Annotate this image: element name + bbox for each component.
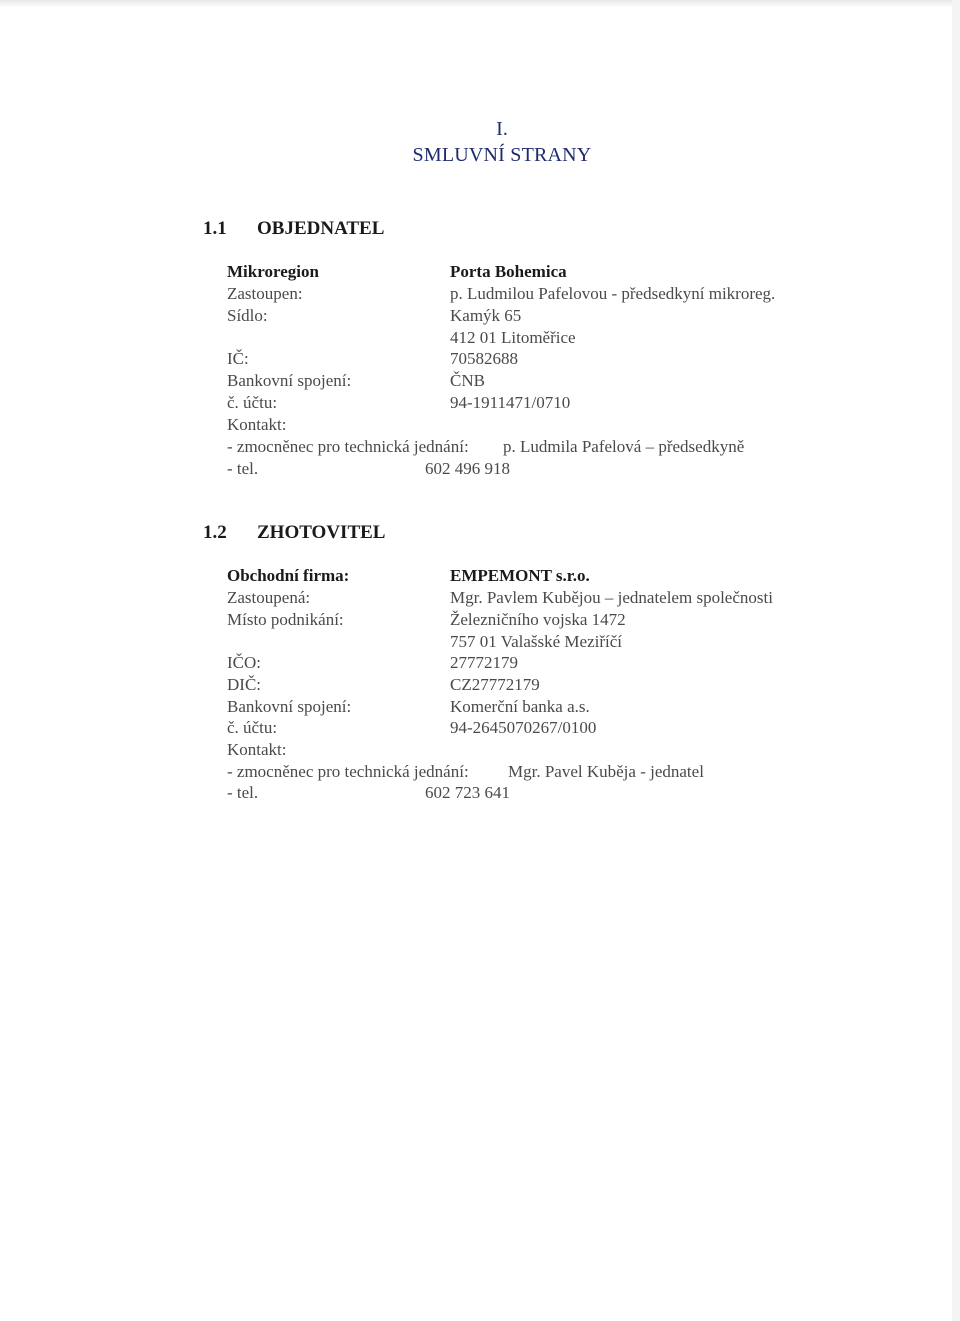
row-label: Sídlo: bbox=[227, 306, 268, 325]
row-value: p. Ludmila Pafelová – předsedkyně bbox=[503, 437, 745, 456]
chapter-number: I. bbox=[496, 118, 508, 140]
row-value: 602 723 641 bbox=[425, 783, 510, 802]
row-label: č. účtu: bbox=[227, 718, 278, 737]
row-label: č. účtu: bbox=[227, 393, 278, 412]
section-objednatel-heading bbox=[203, 218, 384, 240]
row-label: Kontakt: bbox=[227, 415, 287, 434]
row-label: DIČ: bbox=[227, 675, 261, 694]
row-value: Mgr. Pavel Kuběja - jednatel bbox=[508, 762, 704, 781]
scan-edge-right bbox=[952, 0, 960, 1321]
row-value: Mgr. Pavlem Kubějou – jednatelem společnosti bbox=[450, 588, 773, 607]
row-label: - zmocněnec pro technická jednání: bbox=[227, 437, 469, 456]
row-label: Kontakt: bbox=[227, 740, 287, 759]
section-title: ZHOTOVITEL bbox=[257, 522, 386, 543]
row-value: Kamýk 65 bbox=[450, 306, 522, 325]
row-value: 412 01 Litoměřice bbox=[450, 328, 576, 347]
row-value: CZ27772179 bbox=[450, 675, 540, 694]
row-value: Porta Bohemica bbox=[450, 262, 567, 281]
section-number: 1.1 bbox=[203, 218, 227, 239]
row-value: 757 01 Valašské Meziříčí bbox=[450, 632, 623, 651]
row-label: Místo podnikání: bbox=[227, 610, 344, 629]
row-value: 70582688 bbox=[450, 349, 518, 368]
section-number: 1.2 bbox=[203, 522, 227, 543]
scan-edge-shadow bbox=[0, 0, 960, 8]
row-label: Zastoupená: bbox=[227, 588, 311, 607]
row-label: Obchodní firma: bbox=[227, 566, 350, 585]
row-value: EMPEMONT s.r.o. bbox=[450, 566, 590, 585]
row-label: IČO: bbox=[227, 653, 261, 672]
section-title: OBJEDNATEL bbox=[257, 218, 385, 239]
row-value: 27772179 bbox=[450, 653, 518, 672]
row-value: 602 496 918 bbox=[425, 459, 510, 478]
row-label: IČ: bbox=[227, 349, 249, 368]
row-label: - tel. bbox=[227, 459, 259, 478]
row-label: Mikroregion bbox=[227, 262, 319, 281]
chapter-title: SMLUVNÍ STRANY bbox=[412, 144, 592, 166]
section-zhotovitel-heading bbox=[203, 522, 385, 544]
row-value: Komerční banka a.s. bbox=[450, 697, 590, 716]
row-value: 94-2645070267/0100 bbox=[450, 718, 597, 737]
row-label: Zastoupen: bbox=[227, 284, 303, 303]
row-label: Bankovní spojení: bbox=[227, 697, 352, 716]
row-label: - tel. bbox=[227, 783, 259, 802]
row-label: - zmocněnec pro technická jednání: bbox=[227, 762, 469, 781]
row-value: ČNB bbox=[450, 371, 485, 390]
row-value: Železničního vojska 1472 bbox=[450, 610, 626, 629]
row-value: p. Ludmilou Pafelovou - předsedkyní mikroreg. bbox=[450, 284, 776, 303]
row-value: 94-1911471/0710 bbox=[450, 393, 571, 412]
row-label: Bankovní spojení: bbox=[227, 371, 352, 390]
